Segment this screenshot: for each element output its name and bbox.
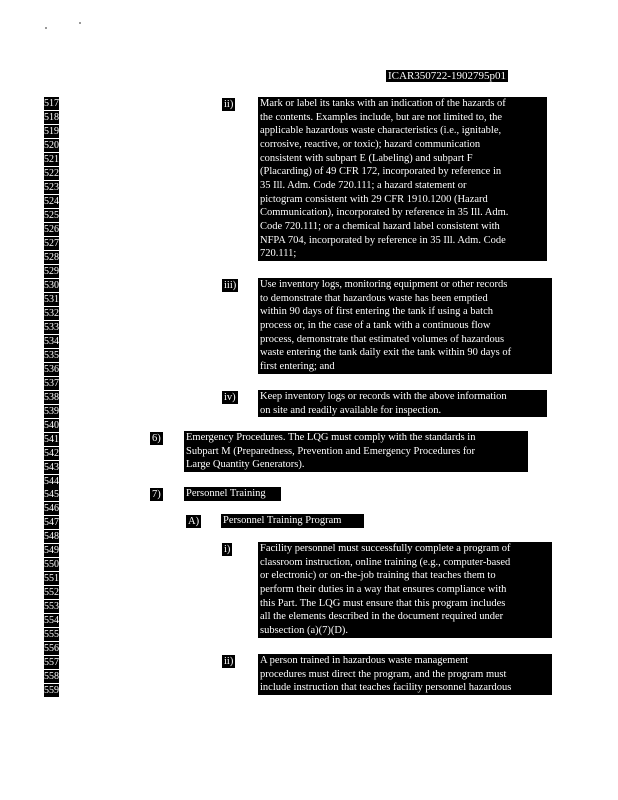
item-label: ii)	[224, 99, 234, 110]
line-number: 547	[44, 517, 59, 529]
line-number: 555	[44, 629, 59, 641]
line-number: 531	[44, 293, 59, 305]
text-line: corrosive, reactive, or toxic); hazard communication	[260, 138, 481, 150]
text-line: classroom instruction, online training (e.g., computer-based	[260, 556, 511, 568]
line-number: 540	[44, 419, 59, 431]
line-number: 520	[44, 139, 59, 151]
line-number: 538	[44, 391, 59, 403]
line-number: 525	[44, 209, 59, 221]
text-line: Large Quantity Generators).	[186, 459, 305, 471]
text-line: procedures must direct the program, and the program must	[260, 668, 507, 680]
line-number: 517	[44, 98, 59, 109]
text-line: all the elements described in the document required under	[260, 611, 504, 623]
subsection-heading	[221, 514, 364, 528]
line-number: 533	[44, 321, 59, 333]
text-line: or electronic) or on-the-job training that teaches them to	[260, 570, 496, 582]
item-text-block	[258, 278, 552, 374]
item-text-block	[258, 390, 547, 417]
text-line: Communication), incorporated by reference in 35 Ill. Adm.	[260, 207, 509, 219]
item-text-block	[258, 654, 552, 695]
text-line: A person trained in hazardous waste management	[260, 655, 469, 666]
text-line: Use inventory logs, monitoring equipment or other records	[260, 279, 508, 290]
text-line: process, demonstrate that estimated volumes of hazardous	[260, 333, 505, 345]
line-number: 544	[44, 475, 59, 487]
line-number: 557	[44, 657, 59, 669]
line-number: 521	[44, 153, 59, 165]
line-number: 543	[44, 461, 59, 473]
line-number: 526	[44, 223, 59, 235]
item-label: iv)	[224, 392, 236, 403]
scan-speck	[45, 27, 47, 29]
text-line: 35 Ill. Adm. Code 720.111; a hazard statement or	[260, 179, 467, 191]
line-number: 522	[44, 167, 59, 179]
line-number: 553	[44, 601, 59, 613]
text-line: the contents. Examples include, but are not limited to, the	[260, 111, 503, 123]
text-line: consistent with subpart E (Labeling) and subpart F	[260, 152, 473, 164]
document-id: ICAR350722-1902795p01	[388, 70, 506, 82]
section-text-block	[184, 431, 528, 472]
line-number: 551	[44, 573, 59, 585]
text-line: Personnel Training Program	[223, 515, 342, 526]
line-number: 530	[44, 279, 59, 291]
line-number: 537	[44, 377, 59, 389]
text-line: 720.111;	[260, 248, 297, 260]
line-number: 534	[44, 335, 59, 347]
line-number: 556	[44, 643, 59, 655]
text-line: this Part. The LQG must ensure that this program includes	[260, 597, 506, 609]
line-number: 559	[44, 685, 59, 697]
line-number: 546	[44, 503, 59, 515]
line-number: 536	[44, 363, 59, 375]
line-number: 550	[44, 559, 59, 571]
text-line: first entering; and	[260, 360, 335, 372]
line-number: 524	[44, 195, 59, 207]
line-number: 535	[44, 349, 59, 361]
line-number: 518	[44, 112, 59, 123]
line-number: 549	[44, 545, 59, 557]
line-number: 532	[44, 307, 59, 319]
line-number: 527	[44, 237, 59, 249]
text-line: subsection (a)(7)(D).	[260, 624, 349, 636]
scan-speck	[79, 22, 81, 24]
text-line: to demonstrate that hazardous waste has been emptied	[260, 292, 488, 304]
line-number: 552	[44, 587, 59, 599]
text-line: Facility personnel must successfully complete a program of	[260, 543, 511, 554]
text-line: perform their duties in a way that ensures compliance with	[260, 583, 507, 595]
line-number: 541	[44, 433, 59, 445]
text-line: within 90 days of first entering the tank if using a batch	[260, 306, 493, 318]
line-number: 554	[44, 615, 59, 627]
item-label: i)	[224, 544, 231, 555]
text-line: Code 720.111; or a chemical hazard label consistent with	[260, 220, 500, 232]
text-line: applicable hazardous waste characteristics (i.e., ignitable,	[260, 125, 502, 137]
text-line: process or, in the case of a tank with a continuous flow	[260, 319, 491, 331]
text-line: NFPA 704, incorporated by reference in 35 Ill. Adm. Code	[260, 234, 506, 246]
line-number: 542	[44, 447, 59, 459]
text-line: pictogram consistent with 29 CFR 1910.1200 (Hazard	[260, 193, 488, 205]
line-number: 539	[44, 405, 59, 417]
text-line: Mark or label its tanks with an indication of the hazards of	[260, 98, 506, 109]
line-number: 519	[44, 126, 59, 137]
line-number: 523	[44, 181, 59, 193]
text-line: on site and readily available for inspection.	[260, 404, 442, 416]
line-number: 545	[44, 489, 59, 501]
text-line: Personnel Training	[186, 488, 266, 499]
line-number: 529	[44, 265, 59, 277]
item-text-block	[258, 97, 547, 261]
text-line: Subpart M (Preparedness, Prevention and Emergency Procedures for	[186, 445, 476, 457]
text-line: (Placarding) of 49 CFR 172, incorporated by reference in	[260, 166, 502, 178]
section-label: 6)	[152, 433, 161, 444]
item-label: ii)	[224, 656, 234, 667]
text-line: waste entering the tank daily exit the tank within 90 days of	[260, 347, 512, 359]
text-line: Emergency Procedures. The LQG must comply with the standards in	[186, 432, 476, 443]
line-number: 548	[44, 531, 59, 543]
section-label: 7)	[152, 489, 161, 500]
item-text-block	[258, 542, 552, 638]
subsection-label: A)	[188, 516, 200, 527]
text-line: Keep inventory logs or records with the above information	[260, 391, 507, 402]
line-number: 528	[44, 251, 59, 263]
item-label: iii)	[224, 280, 237, 291]
section-heading	[184, 487, 281, 501]
line-number: 558	[44, 671, 59, 683]
text-line: include instruction that teaches facility personnel hazardous	[260, 682, 512, 694]
